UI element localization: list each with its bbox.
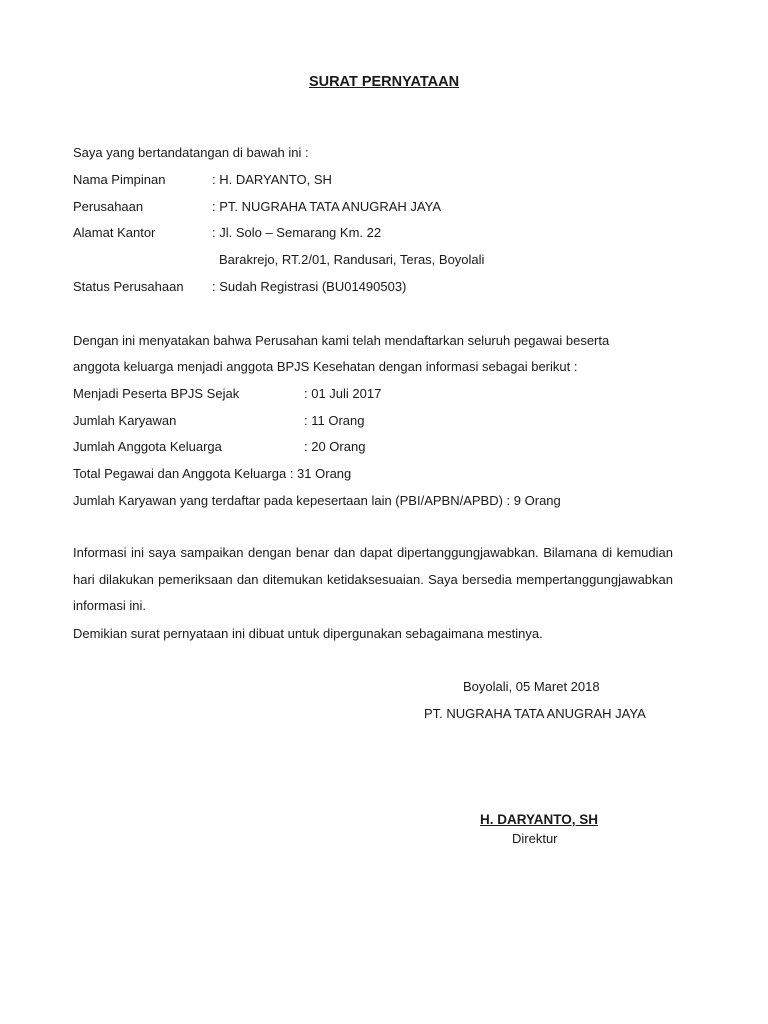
- place-date: Boyolali, 05 Maret 2018: [463, 679, 600, 694]
- signer-name: H. DARYANTO, SH: [480, 812, 599, 827]
- intro-text: Saya yang bertandatangan di bawah ini :: [73, 145, 309, 160]
- nama-value: : H. DARYANTO, SH: [212, 172, 332, 187]
- nama-label: Nama Pimpinan: [73, 172, 166, 187]
- statement-line-1: Dengan ini menyatakan bahwa Perusahan kami telah mendaftarkan seluruh pegawai beserta: [73, 333, 610, 348]
- perusahaan-value: : PT. NUGRAHA TATA ANUGRAH JAYA: [212, 199, 441, 214]
- closing-line: Demikian surat pernyataan ini dibuat untuk dipergunakan sebagaimana mestinya.: [73, 626, 543, 641]
- document-title: SURAT PERNYATAAN: [308, 74, 460, 90]
- keluarga-value: : 20 Orang: [304, 439, 366, 454]
- closing-paragraph: Informasi ini saya sampaikan dengan benar dan dapat dipertanggungjawabkan. Bilamana di kemudian hari dilakukan pemeriksaan dan ditemukan ketidaksesuaian. Saya bersedia mempertanggungjawabkan informasi ini.: [73, 545, 673, 614]
- karyawan-value: : 11 Orang: [304, 413, 365, 428]
- sejak-label: Menjadi Peserta BPJS Sejak: [73, 386, 240, 401]
- sejak-value: : 01 Juli 2017: [304, 386, 382, 401]
- keluarga-label: Jumlah Anggota Keluarga: [73, 439, 222, 454]
- total-line: Total Pegawai dan Anggota Keluarga : 31 Orang: [73, 466, 352, 481]
- status-value: : Sudah Registrasi (BU01490503): [212, 279, 407, 294]
- perusahaan-label: Perusahaan: [73, 199, 144, 214]
- signer-title: Direktur: [512, 831, 558, 846]
- status-label: Status Perusahaan: [73, 279, 184, 294]
- alamat-value-line-2: Barakrejo, RT.2/01, Randusari, Teras, Boyolali: [219, 252, 485, 267]
- alamat-label: Alamat Kantor: [73, 225, 156, 240]
- alamat-value-line-1: : Jl. Solo – Semarang Km. 22: [212, 225, 382, 240]
- statement-line-2: anggota keluarga menjadi anggota BPJS Kesehatan dengan informasi sebagai berikut :: [73, 359, 578, 374]
- karyawan-label: Jumlah Karyawan: [73, 413, 177, 428]
- company-signature: PT. NUGRAHA TATA ANUGRAH JAYA: [424, 706, 646, 721]
- lain-line: Jumlah Karyawan yang terdaftar pada kepesertaan lain (PBI/APBN/APBD) : 9 Orang: [73, 493, 561, 508]
